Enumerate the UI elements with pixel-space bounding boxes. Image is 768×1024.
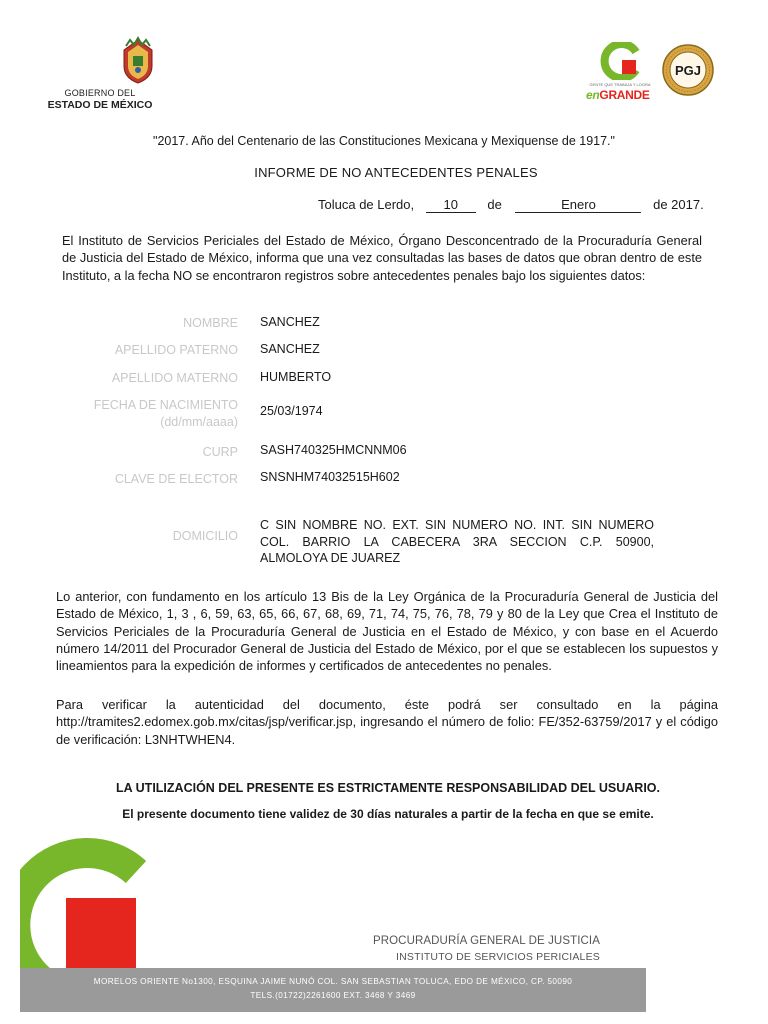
document-motto: "2017. Año del Centenario de las Constituciones Mexicana y Mexiquense de 1917." <box>153 134 615 148</box>
year-suffix: de 2017. <box>653 197 704 212</box>
footer-pgj-name: PROCURADURÍA GENERAL DE JUSTICIA <box>372 935 600 947</box>
materno-value: HUMBERTO <box>260 370 332 384</box>
verification-paragraph: Para verificar la autenticidad del documento, éste podrá ser consultado en la página http://tramites2.edomex.gob.mx/citas/jsp/verificar.jsp, ingresando el número de folio: FE/352-63759/2017 y el código de verificación: L3NHTWHEN4. <box>56 697 718 747</box>
brand-en: en <box>586 88 600 102</box>
brand-wordmark <box>586 88 656 102</box>
validity-notice: El presente documento tiene validez de 30 días naturales a partir de la fecha en que se emite. <box>122 807 654 821</box>
legal-basis-paragraph: Lo anterior, con fundamento en los artículo 13 Bis de la Ley Orgánica de la Procuraduría General de Justicia del Estado de México, 1, 3 , 6, 59, 63, 65, 66, 67, 68, 69, 71, 74, 75, 76, 78, 79 y 80 de la Ley que Crea el Instituto de Servicios Periciales de la Procuraduría General de Justicia en el Estado de México, y con base en el Acuerdo número 14/2011 del Procurador General de Justicia del Estado de México, por el que se establecen los supuestos y lineamientos para la expedición de informes y certificados de antecedentes no penales. <box>56 589 718 674</box>
curp-label: CURP <box>202 445 238 459</box>
gov-line2: ESTADO DE MÉXICO <box>47 99 153 111</box>
brand-tagline: GENTE QUE TRABAJA Y LOGRA <box>589 82 651 87</box>
paterno-label: APELLIDO PATERNO <box>114 343 238 357</box>
date-line <box>318 197 704 213</box>
g-logo-icon <box>600 42 640 80</box>
intro-paragraph: El Instituto de Servicios Periciales del Estado de México, Órgano Desconcentrado de la Procuraduría General de Justicia del Estado de México, informa que una vez consultadas las bases de datos que obran dentro de este Instituto, a la fecha NO se encontraron registros sobre antecedentes penales bajo los siguientes datos: <box>62 233 702 283</box>
seal-text: PGJ <box>674 63 702 78</box>
elector-label: CLAVE DE ELECTOR <box>114 472 238 486</box>
domicilio-label: DOMICILIO <box>172 529 238 543</box>
engrande-logo <box>582 42 658 102</box>
nacimiento-label: FECHA DE NACIMIENTO <box>93 398 238 412</box>
nacimiento-format: (dd/mm/aaaa) <box>160 415 238 429</box>
footer-phones: TELS.(01722)2261600 EXT. 3468 Y 3469 <box>250 991 416 1000</box>
day-field: 10 <box>426 197 476 213</box>
nombre-label: NOMBRE <box>183 316 238 330</box>
footer-address: MORELOS ORIENTE No1300, ESQUINA JAIME NUNÓ COL. SAN SEBASTIAN TOLUCA, EDO DE MÉXICO, CP. 50090 <box>93 977 573 986</box>
domicilio-value: C SIN NOMBRE NO. EXT. SIN NUMERO NO. INT. SIN NUMERO COL. BARRIO LA CABECERA 3RA SECCION C.P. 50900, ALMOLOYA DE JUAREZ <box>260 518 654 565</box>
coat-of-arms-icon <box>118 36 158 84</box>
materno-label: APELLIDO MATERNO <box>111 371 238 385</box>
responsibility-warning: LA UTILIZACIÓN DEL PRESENTE ES ESTRICTAMENTE RESPONSABILIDAD DEL USUARIO. <box>115 781 661 795</box>
paterno-value: SANCHEZ <box>260 342 320 356</box>
nacimiento-value: 25/03/1974 <box>260 404 323 418</box>
document-title: INFORME DE NO ANTECEDENTES PENALES <box>254 165 538 180</box>
nombre-value: SANCHEZ <box>260 315 320 329</box>
elector-value: SNSNHM74032515H602 <box>260 470 400 484</box>
date-de: de <box>487 197 502 212</box>
edomex-logo <box>40 36 160 114</box>
footer-isp-name: INSTITUTO DE SERVICIOS PERICIALES <box>395 951 600 963</box>
pgj-seal-icon <box>662 44 714 96</box>
city-prefix: Toluca de Lerdo, <box>318 197 415 212</box>
gov-line1: GOBIERNO DEL <box>64 88 136 98</box>
month-field: Enero <box>515 197 641 213</box>
brand-grande: GRANDE <box>599 88 650 102</box>
curp-value: SASH740325HMCNNM06 <box>260 443 407 457</box>
footer-address-bar <box>20 968 646 1012</box>
